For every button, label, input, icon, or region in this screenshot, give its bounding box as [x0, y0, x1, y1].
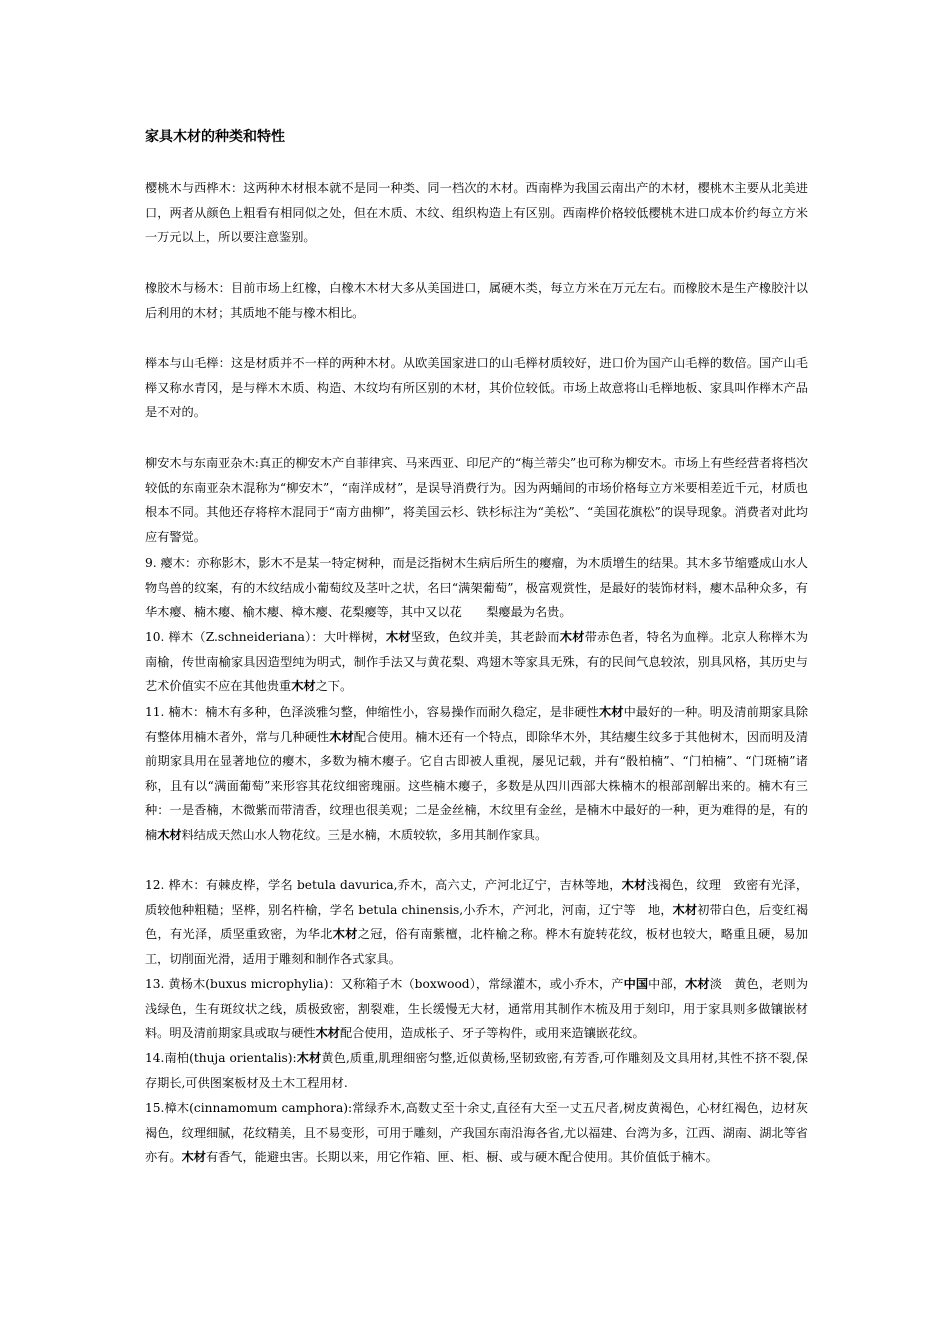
paragraph-birch: [145, 873, 808, 971]
text-run: 黄色,质重,肌理细密匀整,近似黄杨,坚韧致密,有芳香,可作雕刻及文具用材,其性不挤不裂,保存期长,可供图案板材及土木工程用材.: [145, 1051, 808, 1090]
paragraph-cherry-birch: 樱桃木与西桦木：这两种木材根本就不是同一种类、同一档次的木材。西南桦为我国云南出产的木材，樱桃木主要从北美进口，两者从颜色上粗看有相同似之处，但在木质、木纹、组织构造上有区别。西南桦价格较低樱桃木进口成本价约每立方米一万元以上，所以要注意鉴别。: [145, 181, 808, 244]
text-run: 中最好的一种。明及清前期家具除有整体用楠木者外，常与几种硬性: [145, 705, 809, 744]
text-run: 初带白色，后变红褐色，有光泽，质坚重致密，为华北: [145, 902, 809, 941]
text-run: 10. 榉木（Z.schneideriana）：大叶榉树，: [145, 630, 386, 644]
paragraph-zelkova: [145, 625, 808, 699]
text-run: 配合使用。楠木还有一个特点，即除华木外，其结瘿生纹多于其他树木，因而明及清前期家具用在显著地位的瘿木，多数为楠木瘿子。它自古即被人重视，屡见记载，并有“骰柏楠”、“门柏楠”、“门斑楠”诸称，且有以“满面葡萄”来形容其花纹细密瑰丽。这些楠木瘿子，多数是从四川西部大株楠木的根部剖解出来的。楠木有三种：一是香楠，木微紫而带清香，纹理也很美观；二是金丝楠，木纹里有金丝，是楠木中最好的一种，更为难得的是，有的楠: [145, 729, 809, 842]
bold-term: 木材: [296, 1051, 322, 1065]
text-run: 13. 黄杨木(buxus microphylia)：又称箱子木（boxwood），常绿灌木，或小乔木，产: [145, 977, 624, 991]
paragraph-camphor: [145, 1096, 808, 1170]
text-run: 14.南柏(thuja orientalis):: [145, 1051, 297, 1065]
bold-term: 木材: [329, 729, 354, 744]
bold-term: 木材: [181, 1150, 206, 1164]
bold-term: 木材: [559, 630, 585, 644]
text-run: 配合使用，造成枨子、牙子等构件，或用来造镶嵌花纹。: [340, 1026, 645, 1040]
paragraph-rubber-oak: 橡胶木与杨木：目前市场上红橡，白橡木木材大多从美国进口，属硬木类，每立方米在万元左右。而橡胶木是生产橡胶汁以后利用的木材；其质地不能与橡木相比。: [145, 281, 808, 320]
bold-term: 木材: [598, 705, 624, 719]
bold-term: 木材: [291, 679, 316, 693]
text-run: 中部，: [648, 977, 686, 991]
bold-term: 木材: [621, 878, 647, 892]
paragraph-burl-wood: 9. 瘿木：亦称影木，影木不是某一特定树种，而是泛指树木生病后所生的瘿瘤，为木质增生的结果。其木多节缩蹙成山水人物鸟兽的纹案，有的木纹结成小葡萄纹及茎叶之状，名曰“满架葡萄”，极富观赏性，是最好的装饰材料，瘿木品种众多，有华木瘿、楠木瘿、榆木瘿、樟木瘿、花梨瘿等，其中又以花 梨瘿最为名贵。: [145, 556, 808, 619]
text-run: 11. 楠木：楠木有多种，色泽淡雅匀整，伸缩性小，容易操作而耐久稳定，是非硬性: [145, 705, 599, 719]
paragraph-nanmu: [145, 700, 808, 847]
paragraph-boxwood: [145, 972, 808, 1046]
text-run: 带赤色者，特名为血榉。北京人称榉木为南榆，传世南榆家具因造型纯为明式，制作手法又与黄花梨、鸡翅木等家具无殊，有的民间气息较浓，别具风格，其历史与艺术价值实不应在其他贵重: [145, 630, 809, 693]
text-run: 之下。: [315, 679, 353, 693]
paragraph-beech: 榉本与山毛榉：这是材质并不一样的两种木材。从欧美国家进口的山毛榉材质较好，进口价为国产山毛榉的数倍。国产山毛榉又称水青冈，是与榉木木质、构造、木纹均有所区别的木材，其价位较低。市场上故意将山毛榉地板、家具叫作榉木产品是不对的。: [145, 356, 808, 419]
bold-term: 木材: [157, 827, 182, 842]
text-run: 料结成天然山水人物花纹。三是水楠，木质较软，多用其制作家具。: [181, 827, 548, 842]
text-run: 之冠，俗有南紫檀，北杵榆之称。桦木有旋转花纹，板材也较大，略重且硬，易加工，切削面光滑，适用于雕刻和制作各式家具。: [145, 927, 808, 966]
text-run: 12. 桦木：有棘皮桦，学名 betula davurica,乔木，高六丈，产河北辽宁，吉林等地，: [145, 878, 622, 892]
bold-term: 木材: [315, 1026, 340, 1040]
text-run: 浅褐色，纹理 致密有光泽，质较他种粗糙；坚桦，别名杵榆，学名 betula chinensis,小乔木，产河北，河南，辽宁等 地，: [145, 878, 809, 917]
bold-term: 木材: [672, 902, 698, 917]
text-run: 坚致，色纹并美，其老龄而: [410, 630, 560, 644]
text-run: 有香气，能避虫害。长期以来，用它作箱、匣、柜、橱、或与硬木配合使用。其价值低于楠木。: [205, 1150, 718, 1164]
bold-term: 木材: [385, 630, 411, 644]
document-title: 家具木材的种类和特性: [145, 129, 285, 145]
paragraph-thuja: [145, 1046, 808, 1095]
paragraph-lauan: 柳安木与东南亚杂木:真正的柳安木产自菲律宾、马来西亚、印尼产的“梅兰蒂尖”也可称为柳安木。市场上有些经营者将档次较低的东南亚杂木混称为“柳安木”，“南洋成材”，是误导消费行为。因为两蛹间的市场价格每立方米要相差近千元，材质也根本不同。其他还存将梓木混同于“南方曲柳”，将美国云杉、铁杉标注为“美松”、“美国花旗松”的误导现象。消费者对此均应有警觉。: [145, 456, 808, 544]
bold-term: 中国: [623, 977, 649, 991]
text-run: 15.樟木(cinnamomum camphora):常绿乔木,高数丈至十余丈,直径有大至一丈五尺者,树皮黄褐色，心材红褐色，边材灰褐色，纹理细腻，花纹精美，且不易变形，可用于雕刻，产我国东南沿海各省,尤以福建、台湾为多，江西、湖南、湖北等省亦有。: [145, 1101, 808, 1164]
bold-term: 木材: [332, 927, 358, 941]
bold-term: 木材: [685, 977, 710, 991]
text-run: 淡 黄色，老则为浅绿色，生有斑纹状之线，质极致密，割裂难，生长缓慢无大材，通常用其制作木梳及用于刻印，用于家具则多做镶嵌材料。明及清前期家具或取与硬性: [145, 977, 809, 1040]
